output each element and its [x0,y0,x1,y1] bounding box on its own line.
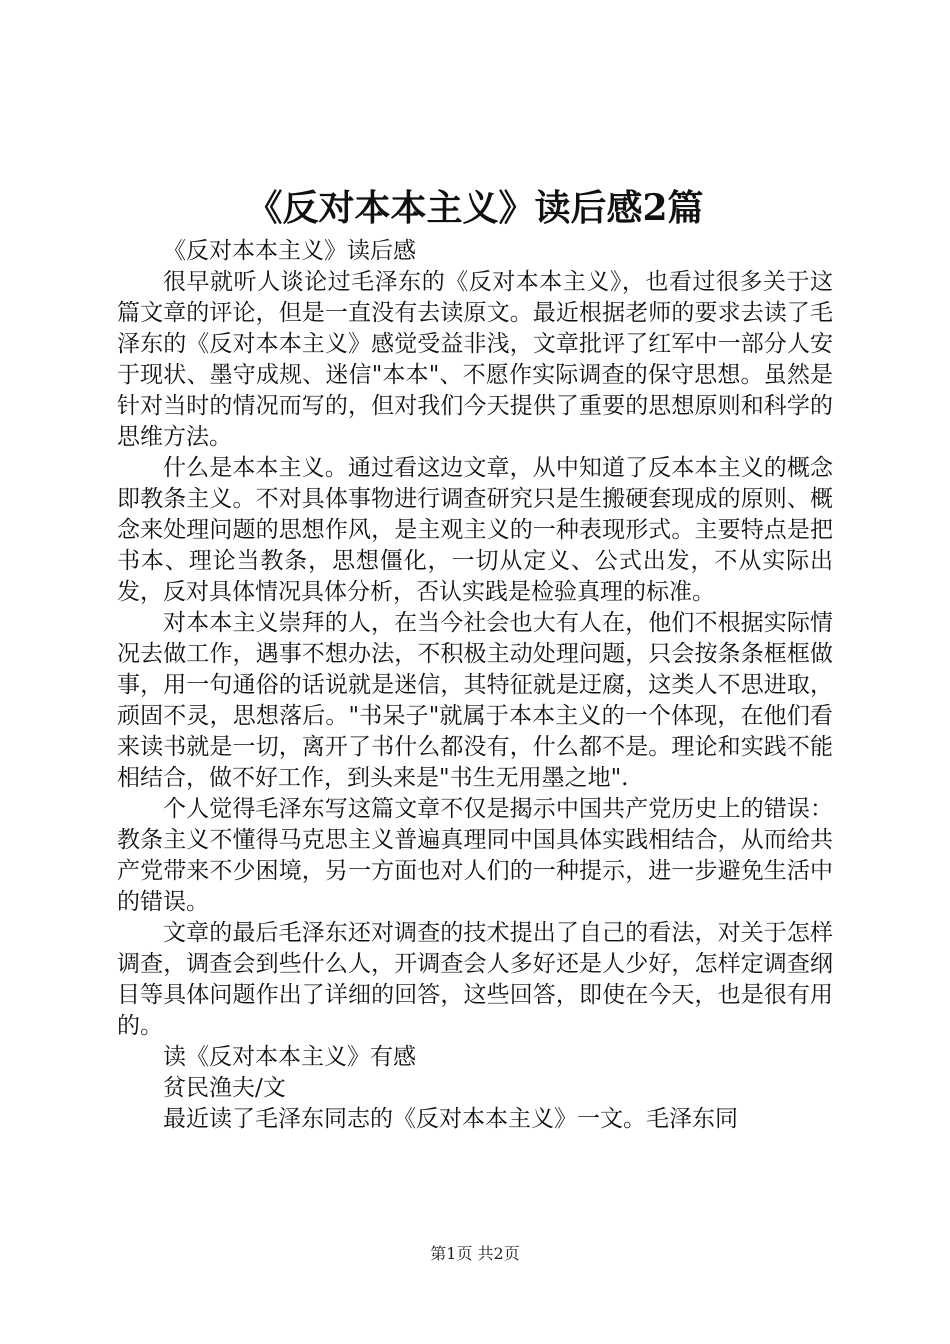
author-line: 贫民渔夫/文 [163,1075,286,1101]
page-number-footer: 第1页 共2页 [430,1244,520,1263]
body-paragraph: 什么是本本主义。通过看这边文章，从中知道了反本本主义的概念即教条主义。不对具体事物进行调查研究只是生搬硬套现成的原则、概念来处理问题的思想作风，是主观主义的一种表现形式。主要特点是把书本、理论当教条，思想僵化，一切从定义、公式出发，不从实际出发，反对具体情况具体分析，否认实践是检验真理的标准。 [117,455,833,605]
body-paragraph: 最近读了毛泽东同志的《反对本本主义》一文。毛泽东同 [163,1106,738,1132]
body-paragraph: 文章的最后毛泽东还对调查的技术提出了自己的看法，对关于怎样调查，调查会到些什么人，开调查会人多好还是人少好，怎样定调查纲目等具体问题作出了详细的回答，这些回答，即使在今天，也是很有用的。 [117,920,833,1039]
document-body [117,236,833,1135]
body-paragraph: 很早就听人谈论过毛泽东的《反对本本主义》，也看过很多关于这篇文章的评论，但是一直没有去读原文。最近根据老师的要求去读了毛泽东的《反对本本主义》感觉受益非浅，文章批评了红军中一部分人安于现状、墨守成规、迷信"本本"、不愿作实际调查的保守思想。虽然是针对当时的情况而写的，但对我们今天提供了重要的思想原则和科学的思维方法。 [117,269,833,450]
subtitle-paragraph: 《反对本本主义》读后感 [163,238,416,264]
subtitle-paragraph: 读《反对本本主义》有感 [163,1044,416,1070]
document-title: 《反对本本主义》读后感2篇 [246,187,704,229]
body-paragraph: 对本本主义崇拜的人，在当今社会也大有人在，他们不根据实际情况去做工作，遇事不想办法，不积极主动处理问题，只会按条条框框做事，用一句通俗的话说就是迷信，其特征就是迂腐，这类人不思进取，顽固不灵，思想落后。"书呆子"就属于本本主义的一个体现，在他们看来读书就是一切，离开了书什么都没有，什么都不是。理论和实践不能相结合，做不好工作，到头来是"书生无用墨之地". [117,610,833,791]
body-paragraph: 个人觉得毛泽东写这篇文章不仅是揭示中国共产党历史上的错误：教条主义不懂得马克思主义普遍真理同中国具体实践相结合，从而给共产党带来不少困境，另一方面也对人们的一种提示，进一步避免生活中的错误。 [117,796,833,915]
